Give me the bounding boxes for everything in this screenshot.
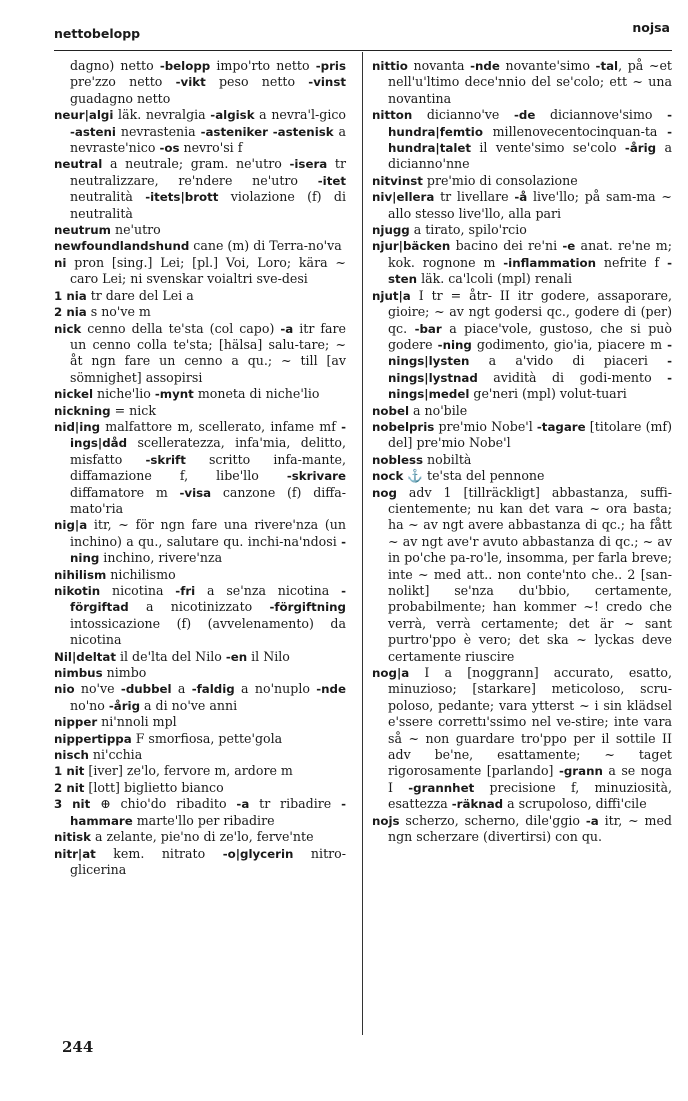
subentry-word: -e xyxy=(562,239,576,254)
subentry-word: -nde xyxy=(470,59,500,73)
definition-text: a se noga I xyxy=(388,763,672,795)
dictionary-entry xyxy=(54,403,346,419)
definition-text: peso netto xyxy=(205,74,309,90)
headword: njut|a xyxy=(372,288,411,303)
subentry-word: -algisk xyxy=(210,108,255,123)
headword: 3 nit xyxy=(54,797,91,812)
definition-text: a nicotinizzato xyxy=(128,599,270,615)
definition-text: ni'nnoli mpl xyxy=(97,714,177,730)
running-head-right: nojsa xyxy=(632,20,670,35)
definition-text: no'no xyxy=(70,697,109,713)
definition-text: I a [noggrann] accurato, esatto, minuzioso; [starkare] meticoloso, scru-poloso, pedante; vara ytterst ~ i sin klädsel e'ssere correttı'ssimo nel ve-stire; inte vara så ~ non guardare tro'ppo per il sottile II adv be'ne, esattamente; ~ taget rigorosamente [parlando] xyxy=(388,665,672,779)
headword: nio xyxy=(54,682,75,697)
definition-text: nichilismo xyxy=(106,566,176,582)
definition-text: nobiltà xyxy=(423,451,472,467)
right-column xyxy=(372,58,672,846)
headword: nickel xyxy=(54,387,94,402)
definition-text: bacino dei re'ni xyxy=(450,238,563,254)
subentry-word: -hundra|talet xyxy=(388,124,672,156)
definition-text: pron [sing.] Lei; [pl.] Voi, Loro; kära ~ caro Lei; ni svenskar voialtri sve-desi xyxy=(66,254,346,287)
headword: 2 nit xyxy=(54,780,85,795)
subentry-word: -å xyxy=(514,190,528,205)
dictionary-entry xyxy=(372,813,672,846)
subentry-word: -nings|lystnad xyxy=(388,354,672,385)
definition-text: a se'nza nicotina xyxy=(195,583,342,598)
dictionary-entry xyxy=(372,58,672,107)
subentry-word: -pris xyxy=(315,59,346,73)
headword: nitr|at xyxy=(54,846,96,861)
headword: neutrum xyxy=(54,223,111,238)
definition-text: nitro-glicerina xyxy=(70,845,346,877)
headword: nikotin xyxy=(54,584,101,598)
definition-text: tr ribadire xyxy=(249,796,342,812)
headword: nid|ing xyxy=(54,419,101,434)
dictionary-entry xyxy=(54,780,346,796)
headword: nojs xyxy=(372,813,400,828)
dictionary-entry xyxy=(54,665,346,681)
dictionary-entry xyxy=(54,238,346,254)
headword: nock xyxy=(372,469,404,484)
definition-text: godimento, gio'ia, piacere m xyxy=(471,336,668,352)
definition-text: a tirato, spilo'rcio xyxy=(409,222,527,238)
dictionary-entry xyxy=(54,747,346,763)
headword: 1 nia xyxy=(54,288,87,303)
headword: nimbus xyxy=(54,666,103,681)
definition-text: il vente'simo se'colo xyxy=(471,140,625,156)
definition-text: a di no've anni xyxy=(140,697,238,713)
definition-text: I tr = åtr- II itr godere, assaporare, gioire; ~ av ngt godersi qc., godere di (per) qc. xyxy=(388,287,672,336)
dictionary-entry xyxy=(54,796,346,829)
definition-text: a no'nuplo xyxy=(234,681,317,697)
subentry-word: -hundra|femtio xyxy=(388,108,672,139)
definition-text: cane (m) di Terra-no'va xyxy=(189,238,342,254)
headword: nittio xyxy=(372,59,408,73)
headword: nitisk xyxy=(54,830,91,845)
dictionary-entry xyxy=(54,321,346,387)
definition-text: live'llo; på sam-ma ~ allo stesso live'llo, alla pari xyxy=(388,189,672,221)
subentry-word: -nings|medel xyxy=(388,370,672,402)
definition-text: ge'neri (mpl) volut-tuari xyxy=(469,386,627,402)
subentry-word: -årig xyxy=(108,698,141,713)
subentry-word: -itet xyxy=(317,173,346,188)
page-number: 244 xyxy=(62,1038,94,1056)
definition-text: scelleratezza, infa'mia, delitto, misfatto xyxy=(70,435,346,467)
dictionary-entry xyxy=(372,468,672,484)
definition-text: inchino, rivere'nza xyxy=(99,550,223,566)
definition-text: itr, ~ för ngn fare una rivere'nza (un inchino) a qu., salutare qu. inchi-na'ndosi xyxy=(70,517,346,549)
definition-text: [titolare (mf) del] pre'mio Nobe'l xyxy=(388,418,672,451)
headword: nihilism xyxy=(54,567,107,582)
definition-text: dagno) netto xyxy=(70,58,160,73)
subentry-word: -o|glycerin xyxy=(222,846,294,861)
definition-text: [iver] ze'lo, fervore m, ardore m xyxy=(84,763,293,779)
headword: nog|a xyxy=(372,666,410,681)
headword: nog xyxy=(372,485,397,500)
subentry-word: -a xyxy=(585,813,599,828)
subentry-word: -dubbel xyxy=(120,682,172,697)
headword: 2 nia xyxy=(54,305,87,320)
definition-text: kem. nitrato xyxy=(95,845,223,861)
definition-text: marte'llo per ribadire xyxy=(132,812,275,828)
definition-text: a nevra'l-gico xyxy=(254,107,346,123)
subentry-word: -årig xyxy=(624,141,657,156)
definition-text: , på ~et nell'u'ltimo dece'nnio del se'colo; ett ~ una novantina xyxy=(388,58,672,106)
definition-text: s no've m xyxy=(86,304,151,320)
definition-text: = nick xyxy=(110,402,156,418)
definition-text: dicianno've xyxy=(412,107,514,123)
definition-text: pre'mio Nobe'l xyxy=(434,418,537,434)
definition-text: läk. nevralgia xyxy=(113,107,211,123)
dictionary-entry xyxy=(54,419,346,517)
dictionary-entry xyxy=(372,107,672,173)
headword: nickning xyxy=(54,403,111,418)
subentry-word: -isera xyxy=(289,157,328,172)
definition-text: precisione f, minuziosità, esattezza xyxy=(388,779,672,812)
dictionary-entry xyxy=(54,583,346,649)
definition-text: novanta xyxy=(407,58,471,73)
definition-text: nevrastenia xyxy=(115,123,201,139)
headword: 1 nit xyxy=(54,764,85,779)
definition-text: il de'lta del Nilo xyxy=(116,648,226,664)
dictionary-entry xyxy=(372,485,672,665)
dictionary-entry xyxy=(372,403,672,419)
dictionary-entry xyxy=(54,846,346,879)
definition-text: a nevraste'nico xyxy=(70,123,346,156)
subentry-word: -a xyxy=(280,321,294,336)
subentry-word: -räknad xyxy=(451,797,504,812)
definition-text: [lott] biglietto bianco xyxy=(84,779,224,795)
headword: nobel xyxy=(372,403,409,418)
definition-text: adv 1 [tillräckligt] abbastanza, suffi-cientemente; nu kan det vara ~ ora basta; ha ~ av ngt avere abbastanza di qc.; ha fått ~ av ngt ave'r avuto abbastanza di qc.; ~ av in po'che pa-ro'le, insomma, per farla breve; inte ~ med att.. non conte'nto che.. 2 [san-nolikt] se'nza du'bbio, certamente, probabilmente; han kommer ~! credo che verrà, verrà certamente; det är ~ sant purtro'ppo è vero; det ska ~ lyckas deve certamente riuscire xyxy=(388,484,672,664)
definition-text: pre'zzo netto xyxy=(70,74,176,90)
definition-text: itr, ~ med ngn scherzare (divertirsi) con qu. xyxy=(388,812,672,845)
dictionary-entry xyxy=(54,714,346,730)
subentry-word: -sten xyxy=(388,255,672,287)
definition-text: nimbo xyxy=(102,665,147,681)
definition-text: intossicazione (f) (avvelenamento) da nicotina xyxy=(70,615,346,648)
dictionary-entry xyxy=(54,156,346,222)
subentry-word: -faldig xyxy=(191,682,235,697)
definition-text: ne'utro xyxy=(110,222,161,238)
definition-text: läk. ca'lcoli (mpl) renali xyxy=(417,271,572,287)
dictionary-entry xyxy=(372,222,672,238)
dictionary-entry xyxy=(372,419,672,452)
definition-text: scritto infa-mante, diffamazione f, libe'llo xyxy=(70,451,346,484)
definition-text: nevro'si f xyxy=(179,140,243,156)
dictionary-entry xyxy=(372,189,672,222)
headword: Nil|deltat xyxy=(54,649,116,664)
definition-text: scherzo, scherno, dile'ggio xyxy=(399,812,586,828)
header-rule xyxy=(54,50,672,51)
definition-text: cenno della te'sta (col capo) xyxy=(81,320,281,336)
dictionary-entry xyxy=(54,386,346,402)
dictionary-entry xyxy=(54,58,346,107)
definition-text: ni'cchia xyxy=(88,747,143,763)
headword: neutral xyxy=(54,157,103,172)
headword: niv|ellera xyxy=(372,190,435,205)
column-separator xyxy=(362,52,363,1035)
definition-text: impo'rto netto xyxy=(210,58,316,73)
dictionary-entry xyxy=(372,665,672,813)
headword: nisch xyxy=(54,748,89,763)
definition-text: itr fare un cenno colla te'sta; [hälsa] salu-tare; ~ åt ngn fare un cenno a qu.; ~ till [av sömnighet] assopirsi xyxy=(70,320,346,385)
subentry-word: -nings|lysten xyxy=(388,337,673,369)
definition-text: a no'bile xyxy=(409,402,468,418)
dictionary-entry xyxy=(54,222,346,238)
headword: nig|a xyxy=(54,518,88,533)
headword: nobelpris xyxy=(372,419,435,434)
dictionary-entry xyxy=(372,238,672,287)
subentry-word: -vikt xyxy=(175,75,206,90)
definition-text: no've xyxy=(74,681,121,697)
subentry-word: -nde xyxy=(316,682,347,697)
dictionary-entry xyxy=(54,681,346,714)
subentry-word: -skrift xyxy=(145,452,186,467)
dictionary-entry xyxy=(54,649,346,665)
subentry-word: -en xyxy=(225,649,248,664)
subentry-word: -grannhet xyxy=(408,780,475,795)
dictionary-entry xyxy=(54,763,346,779)
subentry-word: -de xyxy=(513,108,536,123)
definition-text: moneta di niche'lio xyxy=(193,386,320,402)
subentry-word: -tal xyxy=(595,59,619,73)
definition-text: anat. re'ne m; kok. rognone m xyxy=(388,238,672,270)
definition-text: ⚓ te'sta del pennone xyxy=(403,468,545,484)
headword: ni xyxy=(54,255,67,270)
definition-text: violazione (f) di neutralità xyxy=(70,189,346,221)
definition-text: canzone (f) diffa-mato'ria xyxy=(70,484,346,516)
definition-text: ⊕ chio'do ribadito xyxy=(90,796,237,812)
dictionary-entry xyxy=(54,517,346,566)
subentry-word: -tagare xyxy=(536,419,586,434)
dictionary-entry xyxy=(372,288,672,403)
definition-text: a a'vido di piaceri xyxy=(469,353,668,369)
subentry-word: -asteni xyxy=(70,124,116,139)
headword: njur|bäcken xyxy=(372,239,451,254)
subentry-word: -asteniker xyxy=(200,124,268,139)
subentry-word: -grann xyxy=(558,764,603,779)
definition-text: a zelante, pie'no di ze'lo, ferve'nte xyxy=(91,829,314,845)
definition-text: nefrite f xyxy=(596,254,668,270)
definition-text: tr dare del Lei a xyxy=(86,287,194,303)
subentry-word: -astenisk xyxy=(272,124,334,139)
dictionary-entry xyxy=(372,452,672,468)
dictionary-entry xyxy=(54,288,346,304)
subentry-word: -fri xyxy=(175,584,196,598)
definition-text: diciannove'simo xyxy=(535,107,668,123)
definition-text: a piace'vole, gustoso, che si può godere xyxy=(388,320,672,352)
subentry-word: -bar xyxy=(414,321,442,336)
headword: nitvinst xyxy=(372,173,423,188)
definition-text: a xyxy=(171,681,192,697)
definition-text: a neutrale; gram. ne'utro xyxy=(102,156,290,172)
definition-text: tr livellare xyxy=(434,189,515,205)
definition-text: a scrupoloso, diffi'cile xyxy=(503,796,647,812)
subentry-word: -belopp xyxy=(159,59,211,73)
dictionary-entry xyxy=(54,107,346,156)
running-head-left: nettobelopp xyxy=(54,26,141,41)
definition-text: neutralità xyxy=(70,189,146,205)
definition-text: nicotina xyxy=(100,583,176,598)
definition-text: novante'simo xyxy=(499,58,596,73)
dictionary-entry xyxy=(54,567,346,583)
dictionary-entry xyxy=(54,304,346,320)
subentry-word: -förgiftning xyxy=(269,600,346,615)
dictionary-entry xyxy=(372,173,672,189)
subentry-word: -ning xyxy=(437,337,472,352)
subentry-word: -visa xyxy=(179,485,212,500)
definition-text: tr neutralizzare, re'ndere ne'utro xyxy=(70,156,346,188)
definition-text: niche'lio xyxy=(93,386,155,402)
subentry-word: -skrivare xyxy=(286,469,346,484)
subentry-word: -os xyxy=(159,141,180,156)
subentry-word: -vinst xyxy=(308,75,346,90)
headword: nippertippa xyxy=(54,731,132,746)
subentry-word: -förgiftad xyxy=(70,584,346,615)
headword: nitton xyxy=(372,108,413,123)
headword: newfoundlandshund xyxy=(54,239,190,254)
definition-text: il Nilo xyxy=(247,648,290,664)
definition-text: avidità di godi-mento xyxy=(477,369,668,385)
subentry-word: -a xyxy=(236,797,250,812)
left-column xyxy=(54,58,346,878)
dictionary-entry xyxy=(54,731,346,747)
subentry-word: -itets|brott xyxy=(145,190,219,205)
definition-text: diffamatore m xyxy=(70,484,180,500)
subentry-word: -inflammation xyxy=(503,255,597,270)
definition-text: malfattore m, scellerato, infame mf xyxy=(100,418,342,434)
headword: neur|algi xyxy=(54,108,114,123)
definition-text: a dicianno'nne xyxy=(388,140,672,172)
definition-text: pre'mio di consolazione xyxy=(422,172,578,188)
headword: njugg xyxy=(372,223,410,238)
definition-text: F smorfiosa, pette'gola xyxy=(131,730,283,746)
definition-text: guadagno netto xyxy=(70,90,171,106)
subentry-word: -ning xyxy=(70,534,346,566)
subentry-word: -mynt xyxy=(154,387,194,402)
headword: nobless xyxy=(372,452,424,467)
headword: nipper xyxy=(54,715,98,730)
subentry-word: -ings|dåd xyxy=(70,419,346,451)
headword: nick xyxy=(54,321,82,336)
dictionary-entry xyxy=(54,829,346,845)
dictionary-entry xyxy=(54,255,346,288)
subentry-word: -hammare xyxy=(70,797,346,828)
definition-text: millenovecentocinquan-ta xyxy=(482,123,668,139)
